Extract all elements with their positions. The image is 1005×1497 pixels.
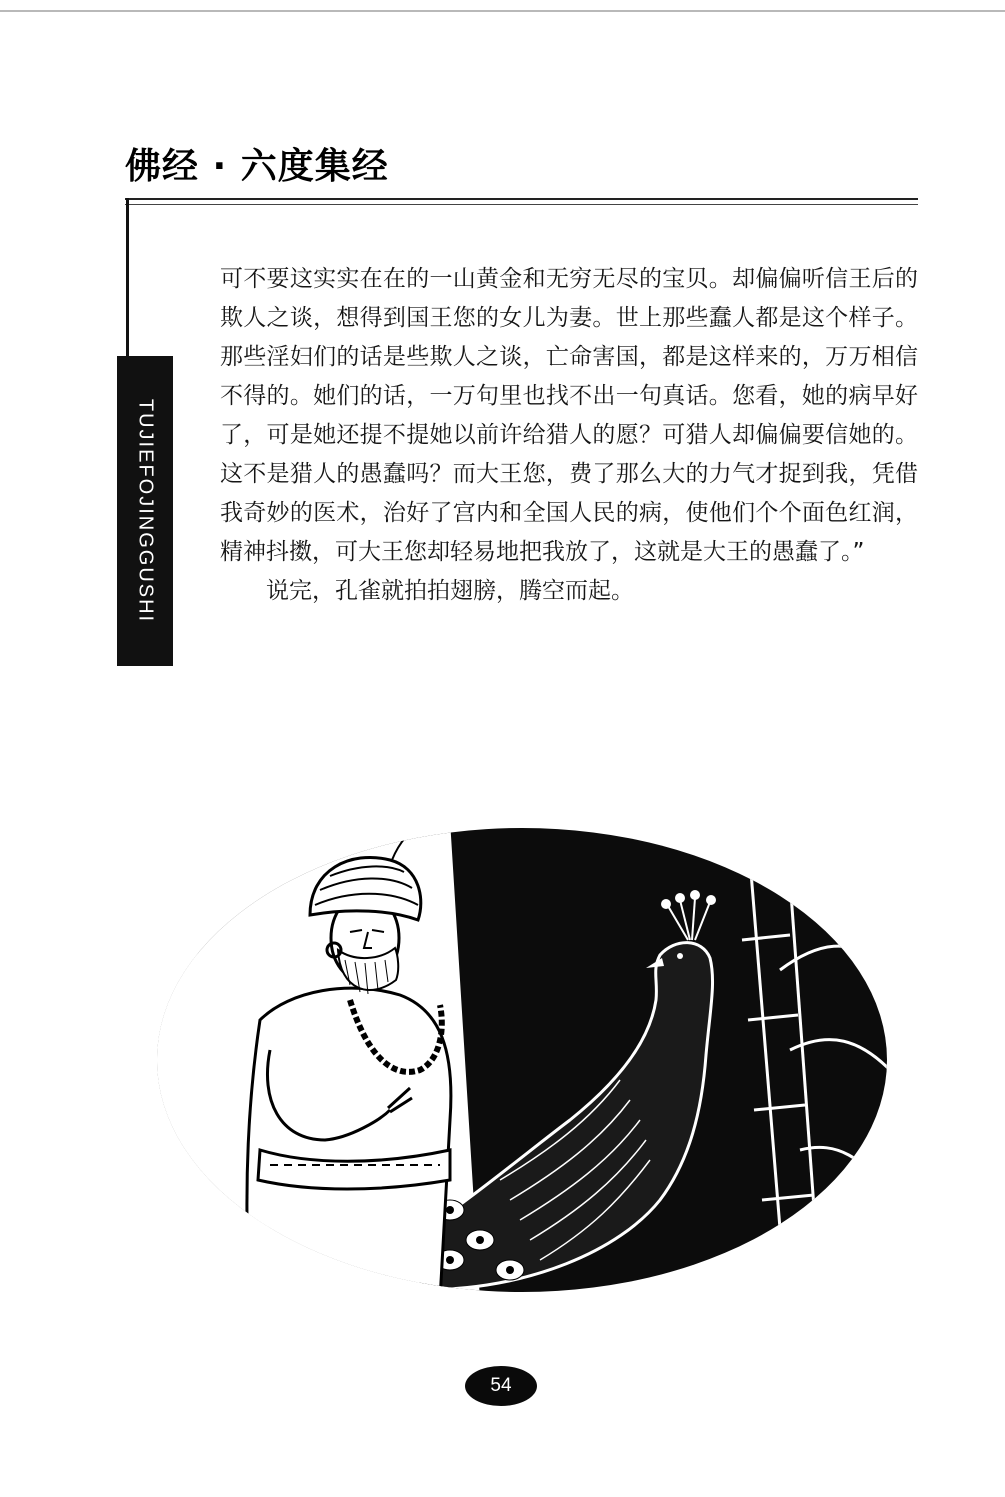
- king-and-peacock-illustration: [150, 820, 895, 1300]
- paragraph: 说完，孔雀就拍拍翅膀，腾空而起。: [266, 578, 634, 604]
- page-number: 54: [465, 1366, 537, 1406]
- side-tab: [117, 356, 173, 666]
- side-tab-text: TUJIEFOJINGGUSHI: [134, 398, 157, 624]
- side-rule: [126, 198, 129, 368]
- book-title: 佛经 · 六度集经: [125, 146, 389, 187]
- top-scan-rule: [0, 10, 1005, 12]
- body-text: [220, 260, 918, 611]
- title-rule: [125, 198, 918, 200]
- paragraph: 可不要这实实在在的一山黄金和无穷无尽的宝贝。却偏偏听信王后的欺人之谈，想得到国王您的女儿为妻。世上那些蠢人都是这个样子。那些淫妇们的话是些欺人之谈，亡命害国，都是这样来的，万万相信不得的。她们的话，一万句里也找不出一句真话。您看，她的病早好了，可是她还提不提她以前许给猎人的愿？可猎人却偏偏要信她的。这不是猎人的愚蠢吗？而大王您，费了那么大的力气才捉到我，凭借我奇妙的医术，治好了宫内和全国人民的病，使他们个个面色红润，精神抖擞，可大王您却轻易地把我放了，这就是大王的愚蠢了。”: [220, 266, 918, 565]
- title-rule-thin: [125, 204, 918, 205]
